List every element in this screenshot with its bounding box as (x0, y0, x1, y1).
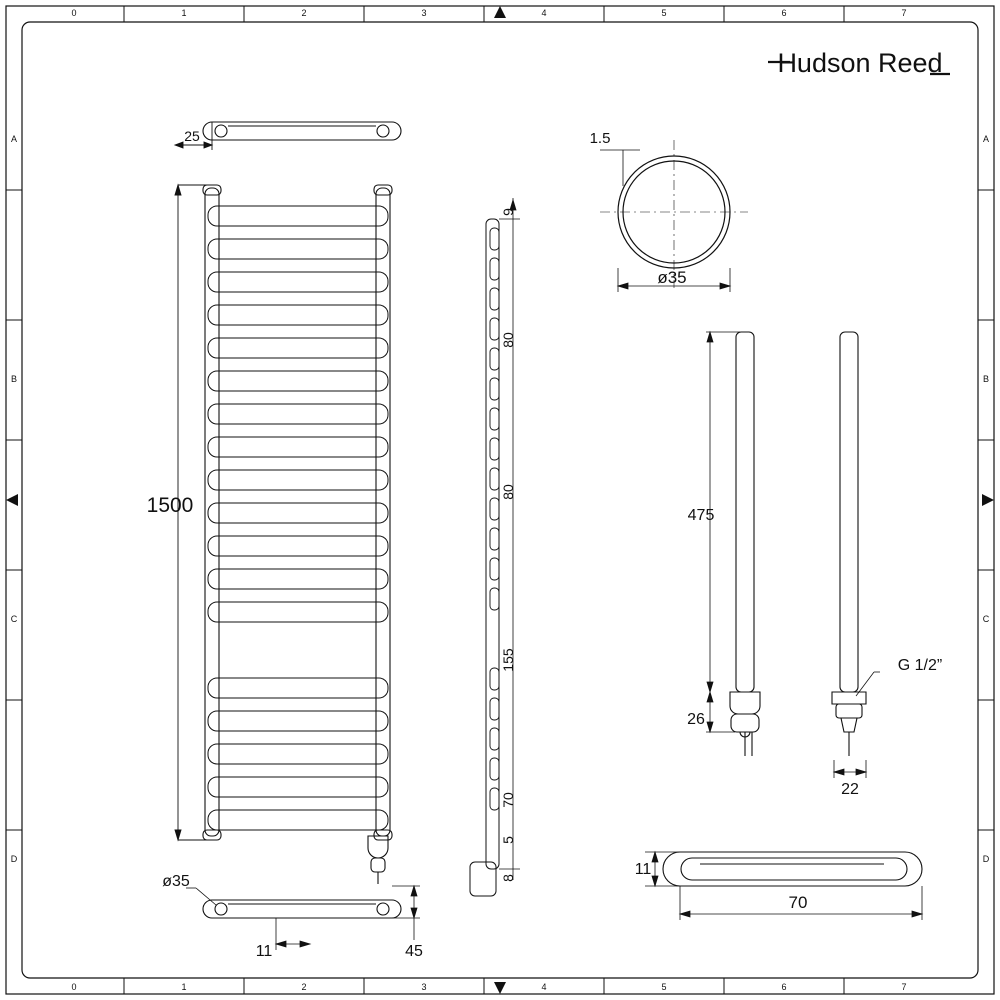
bottom-number-2: 2 (301, 982, 307, 992)
right-letter-b: B (982, 374, 990, 384)
dim-label-plan-depth: 11 (255, 943, 273, 960)
dim-label-element-width: 22 (841, 781, 859, 798)
left-letter-c: C (10, 614, 18, 624)
top-number-4: 4 (541, 8, 547, 18)
top-number-6: 6 (781, 8, 787, 18)
top-number-1: 1 (181, 8, 187, 18)
dim-label-element-length: 475 (687, 507, 715, 524)
side-view-profile (470, 219, 499, 896)
bottom-number-0: 0 (71, 982, 77, 992)
dim-plan-depth (276, 918, 310, 950)
brand-name: Hudson Reed (777, 48, 943, 78)
dim-label-plan-diameter: ø35 (162, 873, 190, 890)
dim-label-top-offset: 25 (184, 128, 200, 144)
bottom-plan-view (203, 900, 401, 918)
dim-label-spacing-5: 5 (500, 836, 516, 844)
dim-label-wall-thickness: 1.5 (589, 130, 611, 147)
top-number-7: 7 (901, 8, 907, 18)
dim-label-thread: G 1/2” (897, 657, 943, 674)
top-number-3: 3 (421, 8, 427, 18)
dim-plan-width (392, 886, 420, 940)
leader-plan-diameter (186, 888, 216, 905)
dim-side-labels (500, 208, 516, 882)
top-plan-view (203, 122, 401, 140)
dim-label-spacing-6: 8 (500, 874, 516, 882)
dim-label-plan-width: 45 (405, 943, 423, 960)
bottom-number-6: 6 (781, 982, 787, 992)
bottom-number-7: 7 (901, 982, 907, 992)
right-letter-d: D (982, 854, 990, 864)
dim-label-front-height: 1500 (146, 494, 194, 517)
dim-label-spacing-3: 155 (500, 648, 516, 672)
brand-logo (768, 48, 950, 78)
heating-element-right (832, 332, 866, 756)
front-view-towel-rail (203, 185, 392, 884)
dim-label-spacing-2: 80 (500, 484, 516, 500)
left-letter-a: A (10, 134, 18, 144)
dim-label-spacing-4: 70 (500, 792, 516, 808)
top-number-2: 2 (301, 8, 307, 18)
bottom-number-3: 3 (421, 982, 427, 992)
bottom-number-4: 4 (541, 982, 547, 992)
bracket-detail-view (663, 852, 922, 886)
left-letter-d: D (10, 854, 18, 864)
dim-label-bracket-depth: 11 (634, 861, 652, 878)
dim-element-width (834, 760, 866, 778)
bottom-number-1: 1 (181, 982, 187, 992)
dim-label-spacing-top: 9 (500, 208, 516, 216)
dim-label-circle-diameter: ø35 (657, 268, 687, 287)
bottom-number-5: 5 (661, 982, 667, 992)
dim-label-spacing-1: 80 (500, 332, 516, 348)
heating-element-left (730, 332, 760, 756)
right-letter-c: C (982, 614, 990, 624)
dim-label-bracket-length: 70 (788, 893, 808, 912)
dim-label-element-base: 26 (687, 711, 705, 728)
dim-side-stack (499, 198, 520, 880)
top-number-0: 0 (71, 8, 77, 18)
top-number-5: 5 (661, 8, 667, 18)
right-letter-a: A (982, 134, 990, 144)
left-letter-b: B (10, 374, 18, 384)
section-centerlines (600, 140, 748, 288)
